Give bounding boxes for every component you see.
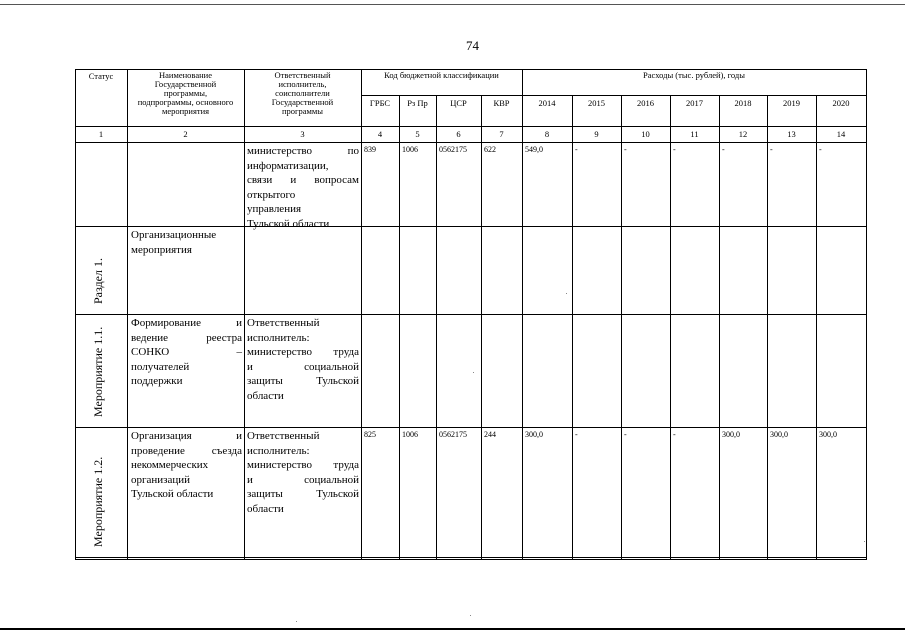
row-responsible-line: министерство по [247, 145, 359, 157]
row-value: - [722, 145, 725, 154]
row-responsible-line: открытого [247, 188, 296, 201]
row-responsible-line: министерство труда [247, 459, 359, 472]
row-kvr: 244 [484, 430, 496, 439]
header-name-line: Государственной [154, 79, 217, 89]
row-responsible-line: исполнитель: [247, 444, 310, 457]
header-name-line: программы, [163, 88, 208, 98]
row-responsible-line: исполнитель: [247, 331, 310, 344]
column-number: 12 [738, 129, 748, 139]
column-number: 10 [641, 129, 650, 139]
table-rule-v [670, 95, 671, 560]
table-rule-h [75, 314, 867, 315]
table-rule-v [481, 95, 482, 560]
row-responsible-line: Ответственный [247, 430, 320, 442]
header-year: 2018 [734, 98, 752, 108]
row-responsible-line: управления [247, 203, 302, 216]
row-status: Мероприятие 1.1. [91, 326, 105, 417]
header-expenses: Расходы (тыс. рублей), годы [643, 70, 745, 80]
row-name-line: Тульской области [131, 488, 214, 501]
row-responsible-line: министерство труда [247, 346, 359, 359]
row-value: 300,0 [525, 430, 543, 439]
row-name [131, 429, 242, 502]
row-responsible [247, 144, 359, 232]
row-name-line: организаций [131, 473, 191, 486]
column-number: 4 [377, 129, 383, 139]
row-csr: 0562175 [439, 430, 467, 439]
table-rule-v [621, 95, 622, 560]
row-name-line: некоммерческих [131, 459, 209, 472]
table-rule-v [244, 69, 245, 560]
page-number: 74 [466, 38, 479, 53]
scan-speck [566, 293, 567, 294]
header-year: 2016 [637, 98, 654, 108]
header-year: 2017 [686, 98, 703, 108]
row-value: - [673, 145, 676, 154]
row-value: - [673, 430, 676, 439]
scan-bottom-rule [0, 628, 905, 630]
header-status: Статус [88, 71, 114, 81]
row-responsible-line: области [247, 389, 284, 402]
row-rzpr: 1006 [402, 430, 418, 439]
header-year: 2014 [538, 98, 556, 108]
row-name-line: ведение реестра [131, 331, 242, 344]
header-budget-code: Код бюджетной классификации [384, 70, 499, 80]
row-responsible-line: и социальной [247, 360, 359, 373]
column-number: 11 [690, 129, 699, 139]
header-rzpr: Рз Пр [407, 98, 428, 108]
row-status: Мероприятие 1.2. [91, 456, 105, 547]
row-name-line: получателей [131, 360, 190, 373]
table-rule-h [75, 226, 867, 227]
row-name-line: Организационные [131, 229, 217, 241]
row-name [131, 228, 242, 257]
row-value: 300,0 [819, 430, 837, 439]
column-number: 9 [594, 129, 599, 139]
row-status: Раздел 1. [91, 258, 105, 304]
scan-speck [473, 372, 474, 373]
row-grbs: 825 [364, 430, 376, 439]
header-name-line: мероприятия [161, 106, 210, 116]
header-responsible-line: Государственной [271, 97, 334, 107]
header-grbs: ГРБС [369, 98, 391, 108]
header-responsible-line: программы [281, 106, 324, 116]
table-rule-h [75, 557, 867, 558]
row-responsible-line: Ответственный [247, 317, 320, 329]
row-responsible-line: Тульской области [247, 217, 330, 230]
row-value: - [575, 145, 578, 154]
table-rule-v [75, 69, 76, 560]
row-value: 300,0 [770, 430, 788, 439]
header-responsible-line: соисполнители [275, 88, 330, 98]
table-rule-h [75, 126, 867, 127]
table-rule-v [816, 95, 817, 560]
row-grbs: 839 [364, 145, 376, 154]
row-responsible-line: защиты Тульской [247, 488, 359, 501]
row-value: - [624, 145, 627, 154]
row-kvr: 622 [484, 145, 496, 154]
scan-speck [864, 541, 865, 542]
scan-speck [296, 621, 297, 622]
table-rule-v [522, 69, 523, 560]
row-value: - [819, 145, 822, 154]
header-responsible [244, 71, 361, 116]
row-responsible-line: защиты Тульской [247, 375, 359, 388]
column-number: 13 [787, 129, 796, 139]
row-responsible-line: информатизации, [247, 159, 329, 172]
row-name-line: СОНКО – [131, 346, 242, 359]
header-csr: ЦСР [450, 98, 467, 108]
table-rule-v [436, 95, 437, 560]
row-name-line: поддержки [131, 375, 183, 388]
column-number: 1 [98, 129, 104, 139]
row-rzpr: 1006 [402, 145, 418, 154]
row-value: 300,0 [722, 430, 740, 439]
row-name-line: Организация и [131, 430, 242, 442]
row-value: - [575, 430, 578, 439]
row-responsible [247, 429, 359, 517]
header-year: 2015 [588, 98, 605, 108]
row-value: - [624, 430, 627, 439]
row-name-line: проведение съезда [131, 444, 242, 457]
table-rule-v [719, 95, 720, 560]
row-csr: 0562175 [439, 145, 467, 154]
table-rule-v [866, 69, 867, 560]
column-number: 6 [456, 129, 461, 139]
row-responsible-line: области [247, 502, 284, 515]
row-value: - [770, 145, 773, 154]
column-number: 5 [415, 129, 420, 139]
table-rule-v [399, 95, 400, 560]
header-kvr: КВР [493, 98, 510, 108]
column-number: 2 [183, 129, 188, 139]
row-name-line: мероприятия [131, 243, 192, 256]
column-number: 7 [499, 129, 504, 139]
header-responsible-line: Ответственный [274, 70, 331, 80]
header-year: 2019 [783, 98, 800, 108]
row-name [131, 316, 242, 389]
row-responsible-line: и социальной [247, 473, 359, 486]
header-name [127, 71, 244, 116]
column-number: 3 [300, 129, 305, 139]
table-rule-h [75, 142, 867, 143]
row-responsible [247, 316, 359, 404]
header-responsible-line: исполнитель, [278, 79, 327, 89]
row-name-line: Формирование и [131, 317, 242, 329]
table-rule-v [572, 95, 573, 560]
table-rule-v [127, 69, 128, 560]
column-number: 14 [836, 129, 846, 139]
table-rule-v [767, 95, 768, 560]
scan-speck [470, 615, 471, 616]
table-rule-h [75, 559, 867, 560]
row-value: 549,0 [525, 145, 543, 154]
table-rule-v [361, 69, 362, 560]
row-responsible-line: связи и вопросам [247, 174, 359, 187]
table-rule-h [75, 427, 867, 428]
header-name-line: подпрограммы, основного [137, 97, 234, 107]
header-name-line: Наименование [159, 70, 212, 80]
column-number: 8 [544, 129, 550, 139]
header-year: 2020 [832, 98, 850, 108]
